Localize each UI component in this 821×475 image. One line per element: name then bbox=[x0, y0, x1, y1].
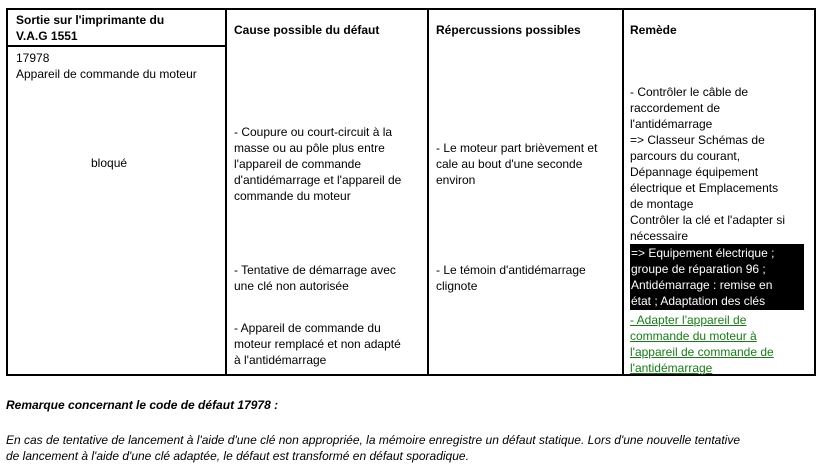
remedy-line: l'antidémarrage bbox=[630, 117, 713, 131]
cause-line: - Coupure ou court-circuit à la bbox=[234, 125, 393, 139]
header-remedy: Remède bbox=[630, 23, 677, 37]
note-body-line: En cas de tentative de lancement à l'aide d'une clé non appropriée, la mémoire enregistre un défaut statique. Lors d'une nouvelle tentative bbox=[6, 433, 741, 447]
header-printer-output-line1: Sortie sur l'imprimante du bbox=[16, 13, 165, 27]
column-divider bbox=[427, 10, 429, 374]
remedy-line: Contrôler la clé et l'adapter si bbox=[630, 213, 786, 227]
header-divider bbox=[8, 45, 225, 47]
fault-component: Appareil de commande du moteur bbox=[16, 67, 197, 81]
effect-line: cale au bout d'une seconde bbox=[436, 157, 583, 171]
remedy-line: - Contrôler le câble de bbox=[630, 85, 749, 99]
remedy-link-line[interactable]: l'appareil de commande de bbox=[630, 345, 774, 359]
effect-line: clignote bbox=[436, 279, 478, 293]
fault-table bbox=[6, 8, 816, 376]
remedy-link-line[interactable]: commande du moteur à bbox=[630, 329, 757, 343]
remedy-highlight-line: Antidémarrage : remise en bbox=[631, 278, 773, 292]
header-possible-effects: Répercussions possibles bbox=[436, 23, 581, 37]
remedy-line: de montage bbox=[630, 197, 694, 211]
cause-line: commande du moteur bbox=[234, 189, 351, 203]
remedy-link-line[interactable]: - Adapter l'appareil de bbox=[630, 313, 747, 327]
remedy-line: => Classeur Schémas de bbox=[630, 133, 765, 147]
fault-code: 17978 bbox=[16, 51, 50, 65]
cause-line: une clé non autorisée bbox=[234, 279, 349, 293]
effect-line: - Le moteur part brièvement et bbox=[436, 141, 598, 155]
header-possible-cause: Cause possible du défaut bbox=[234, 23, 380, 37]
cause-line: - Tentative de démarrage avec bbox=[234, 263, 396, 277]
fault-state: bloqué bbox=[91, 156, 128, 170]
effect-line: - Le témoin d'antidémarrage bbox=[436, 263, 586, 277]
cause-line: à l'antidémarrage bbox=[234, 353, 327, 367]
cause-line: l'appareil de commande bbox=[234, 157, 362, 171]
cause-line: - Appareil de commande du bbox=[234, 321, 381, 335]
remedy-line: parcours du courant, bbox=[630, 149, 741, 163]
column-divider bbox=[225, 10, 227, 374]
remedy-highlight-line: => Equipement électrique ; bbox=[631, 246, 775, 260]
note-title: Remarque concernant le code de défaut 17978 : bbox=[6, 398, 279, 412]
note-body-line: de lancement à l'aide d'une clé adaptée, le défaut est transformé en défaut sporadique. bbox=[6, 449, 469, 463]
remedy-highlight-line: état ; Adaptation des clés bbox=[631, 294, 766, 308]
remedy-line: nécessaire bbox=[630, 229, 689, 243]
remedy-highlight-line: groupe de réparation 96 ; bbox=[631, 262, 766, 276]
remedy-link-line[interactable]: l'antidémarrage bbox=[630, 361, 713, 375]
remedy-line: Dépannage équipement bbox=[630, 165, 759, 179]
header-printer-output-line2: V.A.G 1551 bbox=[16, 29, 78, 43]
remedy-line: raccordement de bbox=[630, 101, 721, 115]
remedy-line: électrique et Emplacements bbox=[630, 181, 779, 195]
cause-line: masse ou au pôle plus entre bbox=[234, 141, 385, 155]
column-divider bbox=[622, 10, 624, 374]
note-body bbox=[6, 432, 740, 464]
effect-line: environ bbox=[436, 173, 476, 187]
cause-line: moteur remplacé et non adapté bbox=[234, 337, 401, 351]
cause-line: d'antidémarrage et l'appareil de bbox=[234, 173, 402, 187]
remedy-highlight-block bbox=[630, 244, 804, 310]
